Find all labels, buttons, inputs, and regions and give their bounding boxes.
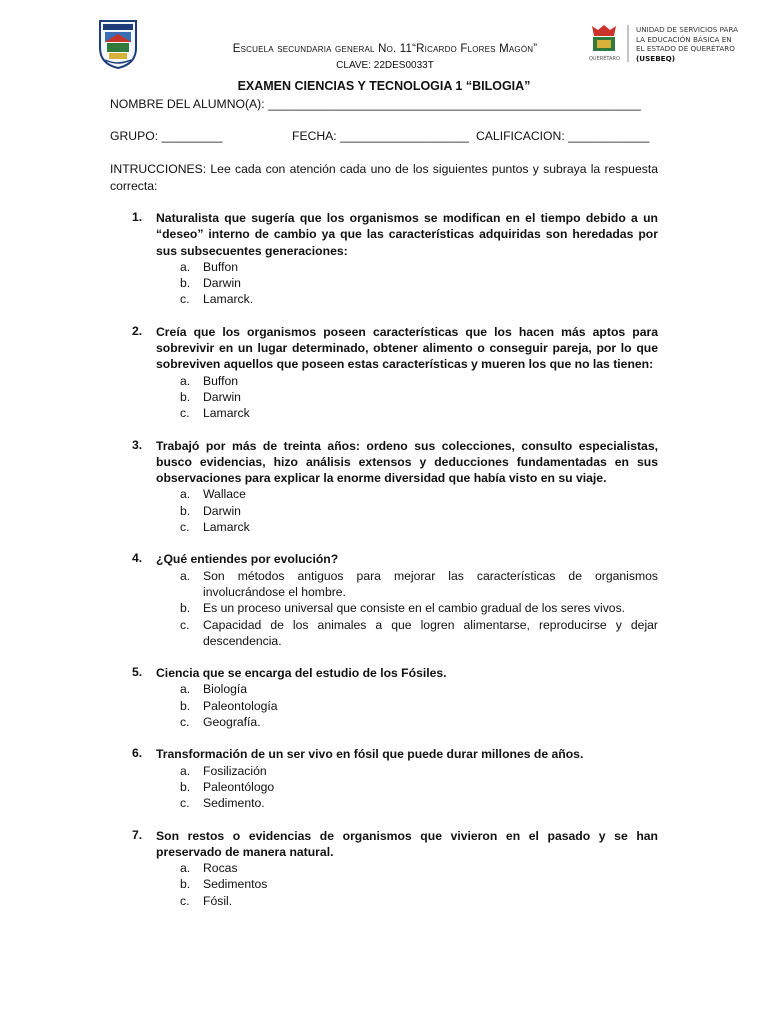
answer-option[interactable] xyxy=(180,373,658,389)
answer-option[interactable] xyxy=(180,291,658,307)
grade-field[interactable]: CALIFICACION: ____________ xyxy=(476,129,650,143)
usebeq-line: UNIDAD DE SERVICIOS PARA xyxy=(636,25,739,34)
answer-option[interactable] xyxy=(180,876,658,892)
school-seal-logo xyxy=(97,18,139,70)
usebeq-line: EL ESTADO DE QUERÉTARO xyxy=(636,44,735,53)
option-text: Fósil. xyxy=(203,893,233,908)
option-letter: b. xyxy=(180,601,191,616)
question-number: 4. xyxy=(132,551,143,566)
question-text: Trabajó por más de treinta años: ordeno sus colecciones, consulto especialistas, busco evidencias, hizo análisis extensos y deducciones fundamentadas en sus observaciones para explicar la enorme diversidad que había visto en su viaje. xyxy=(156,438,658,486)
option-text: Sedimentos xyxy=(203,877,268,892)
option-text: Darwin xyxy=(203,389,241,404)
question-text: Transformación de un ser vivo en fósil que puede durar millones de años. xyxy=(156,747,584,762)
answer-option[interactable] xyxy=(180,259,658,275)
option-text: Buffon xyxy=(203,373,239,388)
answer-options xyxy=(110,259,658,308)
usebeq-line xyxy=(636,54,738,64)
option-text: Wallace xyxy=(203,487,246,502)
question-item xyxy=(110,324,658,422)
option-text: Lamarck xyxy=(203,406,250,421)
option-text: Darwin xyxy=(203,276,241,291)
school-name xyxy=(205,43,565,55)
answer-options xyxy=(110,763,658,812)
answer-option[interactable] xyxy=(180,795,658,811)
option-letter: b. xyxy=(180,276,191,291)
option-text: Es un proceso universal que consiste en el cambio gradual de los seres vivos. xyxy=(203,601,626,616)
option-letter: a. xyxy=(180,487,191,502)
answer-option[interactable] xyxy=(180,698,658,714)
question-text: ¿Qué entiendes por evolución? xyxy=(156,552,339,567)
question-number: 3. xyxy=(132,437,143,452)
option-letter: c. xyxy=(180,520,190,535)
option-letter: b. xyxy=(180,389,191,404)
answer-options xyxy=(110,373,658,422)
question-item xyxy=(110,828,658,909)
option-letter: a. xyxy=(180,373,191,388)
option-text: Lamarck xyxy=(203,520,250,535)
question-number: 2. xyxy=(132,323,143,338)
option-letter: a. xyxy=(180,259,191,274)
answer-options xyxy=(110,486,658,535)
option-text: Paleontólogo xyxy=(203,779,275,794)
option-letter: c. xyxy=(180,406,190,421)
usebeq-acronym: (USEBEQ) xyxy=(636,53,675,63)
question-item xyxy=(110,551,658,649)
student-name-field[interactable]: NOMBRE DEL ALUMNO(A): _______________________________________________________ xyxy=(110,97,641,111)
option-letter: a. xyxy=(180,682,191,697)
answer-option[interactable] xyxy=(180,779,658,795)
option-letter: c. xyxy=(180,292,190,307)
answer-option[interactable] xyxy=(180,714,658,730)
option-text: Darwin xyxy=(203,503,241,518)
option-text: Biología xyxy=(203,682,248,697)
instructions: INTRUCCIONES: Lee cada con atención cada uno de los siguientes puntos y subraya la respuesta correcta: xyxy=(110,162,658,193)
option-text: Son métodos antiguos para mejorar las características de organismos involucrándose el hombre. xyxy=(203,568,658,599)
answer-option[interactable] xyxy=(180,275,658,291)
answer-option[interactable] xyxy=(180,405,658,421)
option-text: Paleontología xyxy=(203,698,278,713)
option-letter: c. xyxy=(180,893,190,908)
school-clave: CLAVE: 22DES0033T xyxy=(336,60,434,71)
group-field[interactable]: GRUPO: _________ xyxy=(110,129,223,143)
question-list xyxy=(110,210,658,925)
question-text: Naturalista que sugería que los organismos se modifican en el tiempo debido a un “deseo” interno de cambio ya que las características adquiridas son heredadas por sus subsecuentes generaciones: xyxy=(156,211,658,258)
answer-option[interactable] xyxy=(180,486,658,502)
answer-options xyxy=(110,860,658,909)
answer-option[interactable] xyxy=(180,568,658,601)
option-text: Rocas xyxy=(203,861,238,876)
date-field[interactable]: FECHA: ___________________ xyxy=(292,129,469,143)
exam-title: EXAMEN CIENCIAS Y TECNOLOGIA 1 “BILOGIA” xyxy=(237,79,531,93)
option-letter: b. xyxy=(180,503,191,518)
answer-option[interactable] xyxy=(180,519,658,535)
question-text: Creía que los organismos poseen características que los hacen más aptos para sobrevivir en un lugar determinado, obtener alimento o conseguir pareja, por lo que sobreviven aquellos que poseen estas características y mueren los que no las tienen: xyxy=(156,324,658,372)
option-letter: a. xyxy=(180,763,191,778)
answer-option[interactable] xyxy=(180,681,658,697)
question-item xyxy=(110,210,658,308)
answer-option[interactable] xyxy=(180,503,658,519)
question-number: 5. xyxy=(132,665,143,680)
question-number: 1. xyxy=(132,210,143,224)
answer-option[interactable] xyxy=(180,389,658,405)
option-letter: c. xyxy=(180,715,190,730)
question-item xyxy=(110,438,658,536)
answer-option[interactable] xyxy=(180,763,658,779)
option-letter: a. xyxy=(180,568,191,583)
option-letter: c. xyxy=(180,796,190,811)
answer-option[interactable] xyxy=(180,893,658,909)
answer-option[interactable] xyxy=(180,617,658,650)
option-text: Capacidad de los animales a que logren alimentarse, reproducirse y dejar descendencia. xyxy=(203,617,658,648)
option-letter: b. xyxy=(180,698,191,713)
option-text: Sedimento. xyxy=(203,796,265,811)
option-text: Geografía. xyxy=(203,715,261,730)
question-item xyxy=(110,746,658,811)
question-number: 7. xyxy=(132,827,143,842)
question-item xyxy=(110,665,658,730)
question-text: Ciencia que se encarga del estudio de los Fósiles. xyxy=(156,666,447,681)
queretaro-caption: QUERÉTARO xyxy=(589,56,620,62)
answer-options xyxy=(110,681,658,730)
option-letter: c. xyxy=(180,617,190,632)
option-letter: a. xyxy=(180,861,191,876)
answer-option[interactable] xyxy=(180,860,658,876)
usebeq-line: LA EDUCACIÓN BÁSICA EN xyxy=(636,34,732,44)
usebeq-text xyxy=(636,25,738,63)
option-letter: b. xyxy=(180,779,191,794)
answer-options xyxy=(110,568,658,649)
question-text: Son restos o evidencias de organismos que vivieron en el pasado y se han preservado de manera natural. xyxy=(156,828,658,859)
option-letter: b. xyxy=(180,877,191,892)
option-text: Fosilización xyxy=(203,763,267,778)
option-text: Buffon xyxy=(203,259,239,274)
answer-option[interactable] xyxy=(180,600,658,616)
school-name-text: Escuela secundaria general No. 11“Ricardo Flores Magón” xyxy=(232,43,538,55)
option-text: Lamarck. xyxy=(203,292,254,307)
question-number: 6. xyxy=(132,746,143,761)
